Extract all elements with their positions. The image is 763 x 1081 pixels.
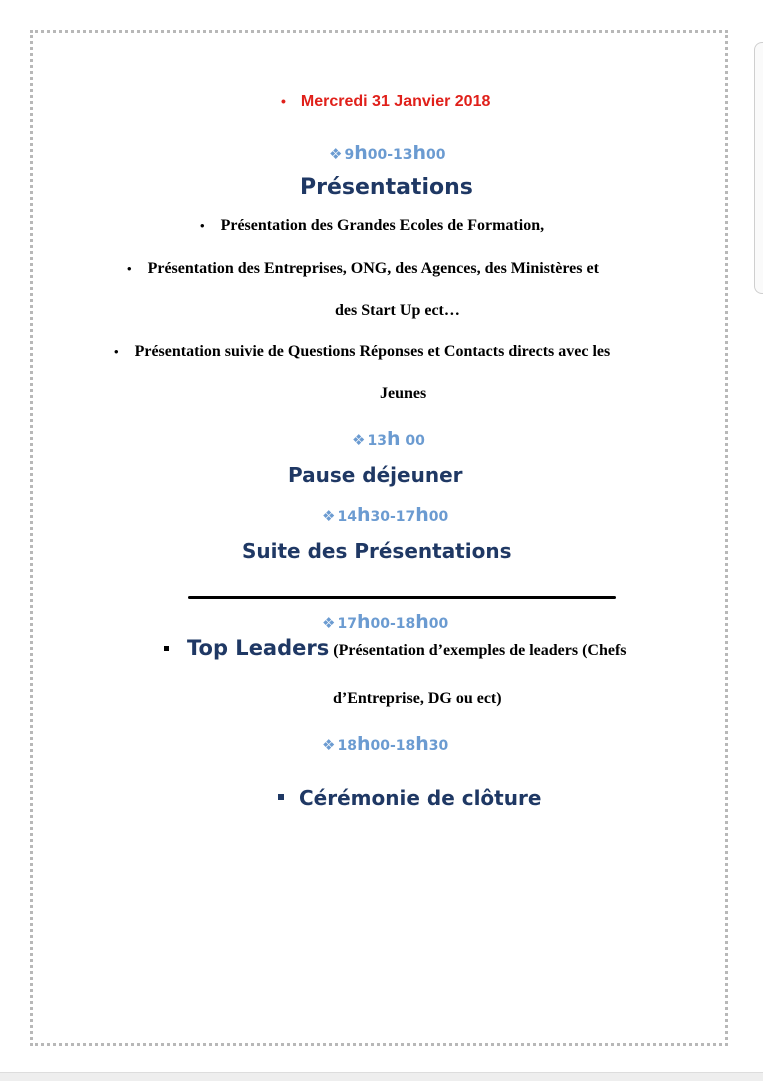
time-slot-3: ❖ 14h30-17h00 bbox=[322, 504, 449, 526]
time-slot-1: ❖ 9h00-13h00 bbox=[329, 142, 446, 164]
square-bullet-icon bbox=[164, 646, 169, 651]
closing-ceremony-item bbox=[278, 786, 541, 810]
diamond-icon: ❖ bbox=[352, 431, 366, 449]
diamond-icon: ❖ bbox=[322, 736, 336, 754]
divider-line bbox=[188, 596, 616, 599]
bullet-icon: • bbox=[127, 261, 132, 276]
scroll-indicator[interactable] bbox=[754, 42, 763, 294]
list-item: • Présentation suivie de Questions Réponses et Contacts directs avec les bbox=[114, 343, 611, 360]
heading-closing-ceremony: Cérémonie de clôture bbox=[299, 786, 542, 810]
diamond-icon: ❖ bbox=[322, 507, 336, 525]
heading-continued-presentations: Suite des Présentations bbox=[242, 539, 512, 563]
date-text: Mercredi 31 Janvier 2018 bbox=[300, 93, 491, 110]
heading-presentations: Présentations bbox=[300, 175, 473, 200]
list-item-continuation: des Start Up ect… bbox=[335, 302, 460, 319]
diamond-icon: ❖ bbox=[322, 614, 336, 632]
top-leaders-description: (Présentation d’exemples de leaders (Chefs bbox=[333, 642, 627, 659]
event-date bbox=[281, 93, 490, 111]
list-item: • Présentation des Entreprises, ONG, des Agences, des Ministères et bbox=[127, 260, 599, 277]
bullet-icon: • bbox=[200, 218, 205, 233]
list-item: • Présentation des Grandes Ecoles de Formation, bbox=[200, 217, 545, 234]
top-leaders-description-continuation: d’Entreprise, DG ou ect) bbox=[333, 690, 502, 707]
time-slot-4: ❖ 17h00-18h00 bbox=[322, 611, 449, 633]
list-item-continuation: Jeunes bbox=[380, 385, 427, 402]
time-slot-5: ❖ 18h00-18h30 bbox=[322, 733, 449, 755]
top-leaders-title: Top Leaders bbox=[187, 636, 330, 660]
bullet-icon: • bbox=[281, 93, 286, 109]
top-leaders-item bbox=[164, 636, 627, 660]
time-slot-2: ❖ 13h 00 bbox=[352, 428, 425, 450]
square-bullet-icon bbox=[278, 794, 284, 800]
heading-lunch-break: Pause déjeuner bbox=[288, 463, 463, 487]
diamond-icon: ❖ bbox=[329, 145, 343, 163]
bullet-icon: • bbox=[114, 344, 119, 359]
